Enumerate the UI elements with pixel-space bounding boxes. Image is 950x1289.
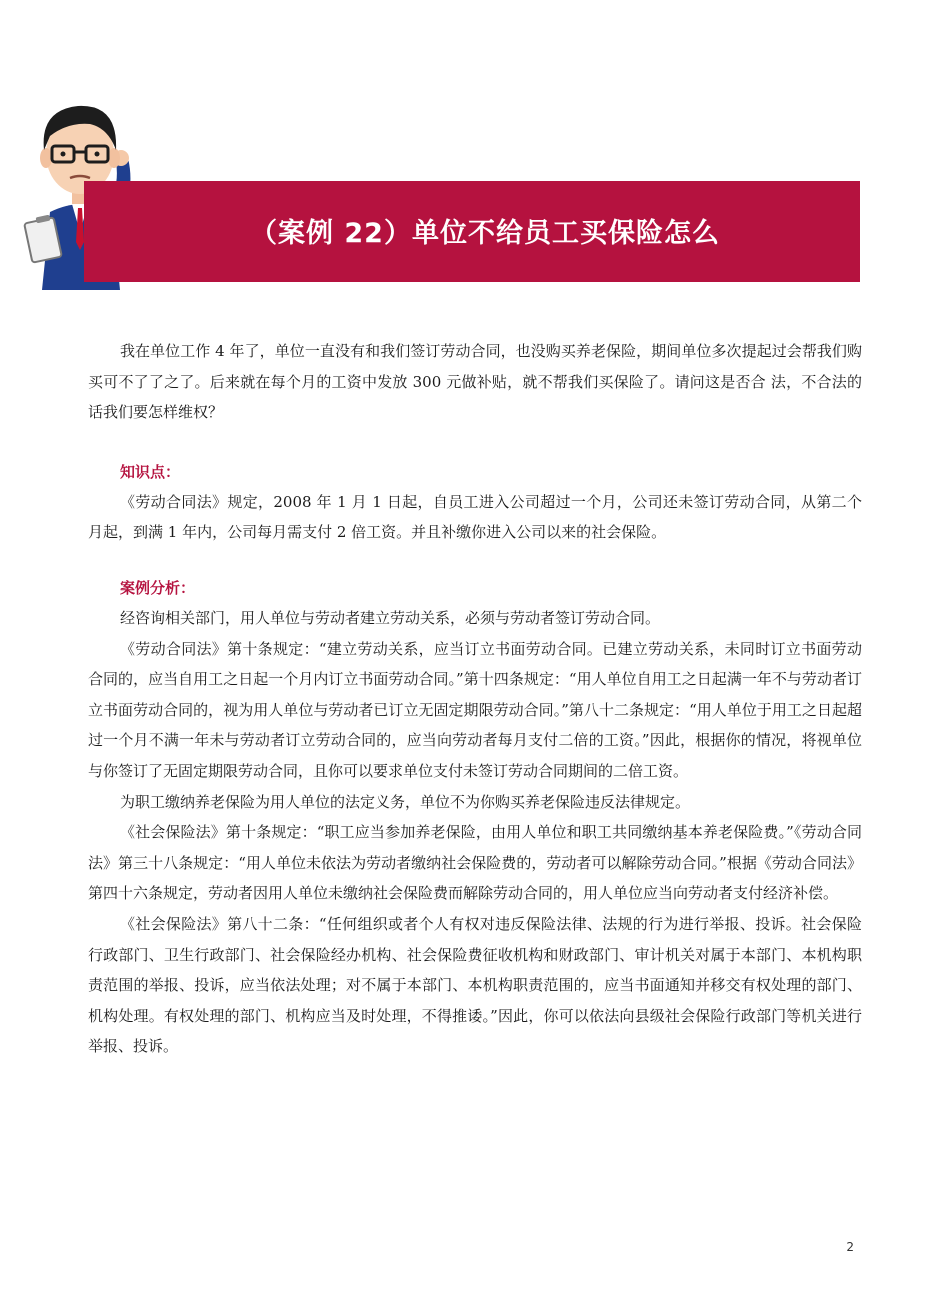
question-paragraph: 我在单位工作 4 年了，单位一直没有和我们签订劳动合同，也没购买养老保险，期间单位多次提起过会帮我们购买可不了了之了。后来就在每个月的工资中发放 300 元做补贴，就不帮我们买保险了。请问这是否合 法，不合法的话我们要怎样维权？ bbox=[88, 342, 862, 422]
knowledge-paragraph: 《劳动合同法》规定，2008 年 1 月 1 日起，自员工进入公司超过一个月，公司还未签订劳动合同，从第二个 月起，到满 1 年内，公司每月需支付 2 倍工资。并且补缴你进入公司以来的社会保险。 bbox=[88, 492, 862, 542]
title-banner bbox=[84, 181, 860, 282]
analysis-paragraph: 《劳动合同法》第十条规定：“建立劳动关系，应当订立书面劳动合同。已建立劳动关系，未同时订立书面劳动合同的，应当自用工之日起一个月内订立书面劳动合同。”第十四条规定：“用人单位自用工之日起满一年不与劳动者订立书面劳动合同的，视为用人单位与劳动者已订立无固定期限劳动合同。”第八十二条规定：“用人单位于用工之日起超过一个月不满一年未与劳动者订立劳动合同的，应当向劳动者每月支付二倍的工资。”因此，根据你的情况，将视单位与你签订了无固定期限劳动合同，且你可以要求单位支付未签订劳动合同期间的二倍工资。 bbox=[88, 639, 862, 780]
page-number: 2 bbox=[846, 1240, 854, 1254]
analysis-paragraph: 《社会保险法》第十条规定：“职工应当参加养老保险，由用人单位和职工共同缴纳基本养老保险费。”《劳动合同法》第三十八条规定：“用人单位未依法为劳动者缴纳社会保险费的，劳动者可以解除劳动合同。”根据《劳动合同法》第四十六条规定，劳动者因用人单位未缴纳社会保险费而解除劳动合同的，用人单位应当向劳动者支付经济补偿。 bbox=[88, 823, 862, 903]
article-body bbox=[88, 336, 862, 1062]
analysis-paragraph: 《社会保险法》第八十二条：“任何组织或者个人有权对违反保险法律、法规的行为进行举报、投诉。社会保险行政部门、卫生行政部门、社会保险经办机构、社会保险费征收机构和财政部门、审计机关对属于本部门、本机构职责范围的举报、投诉，应当依法处理；对不属于本部门、本机构职责范围的，应当书面通知并移交有权处理的部门、机构处理。有权处理的部门、机构应当及时处理，不得推诿。”因此，你可以依法向县级社会保险行政部门等机关进行举报、投诉。 bbox=[88, 914, 862, 1056]
analysis-paragraph: 经咨询相关部门，用人单位与劳动者建立劳动关系，必须与劳动者签订劳动合同。 bbox=[120, 608, 661, 627]
analysis-heading: 案例分析： bbox=[120, 578, 196, 597]
analysis-paragraph: 为职工缴纳养老保险为用人单位的法定义务，单位不为你购买养老保险违反法律规定。 bbox=[120, 792, 691, 811]
page-title: （案例 22）单位不给员工买保险怎么 bbox=[250, 218, 720, 249]
knowledge-heading: 知识点： bbox=[120, 462, 181, 481]
